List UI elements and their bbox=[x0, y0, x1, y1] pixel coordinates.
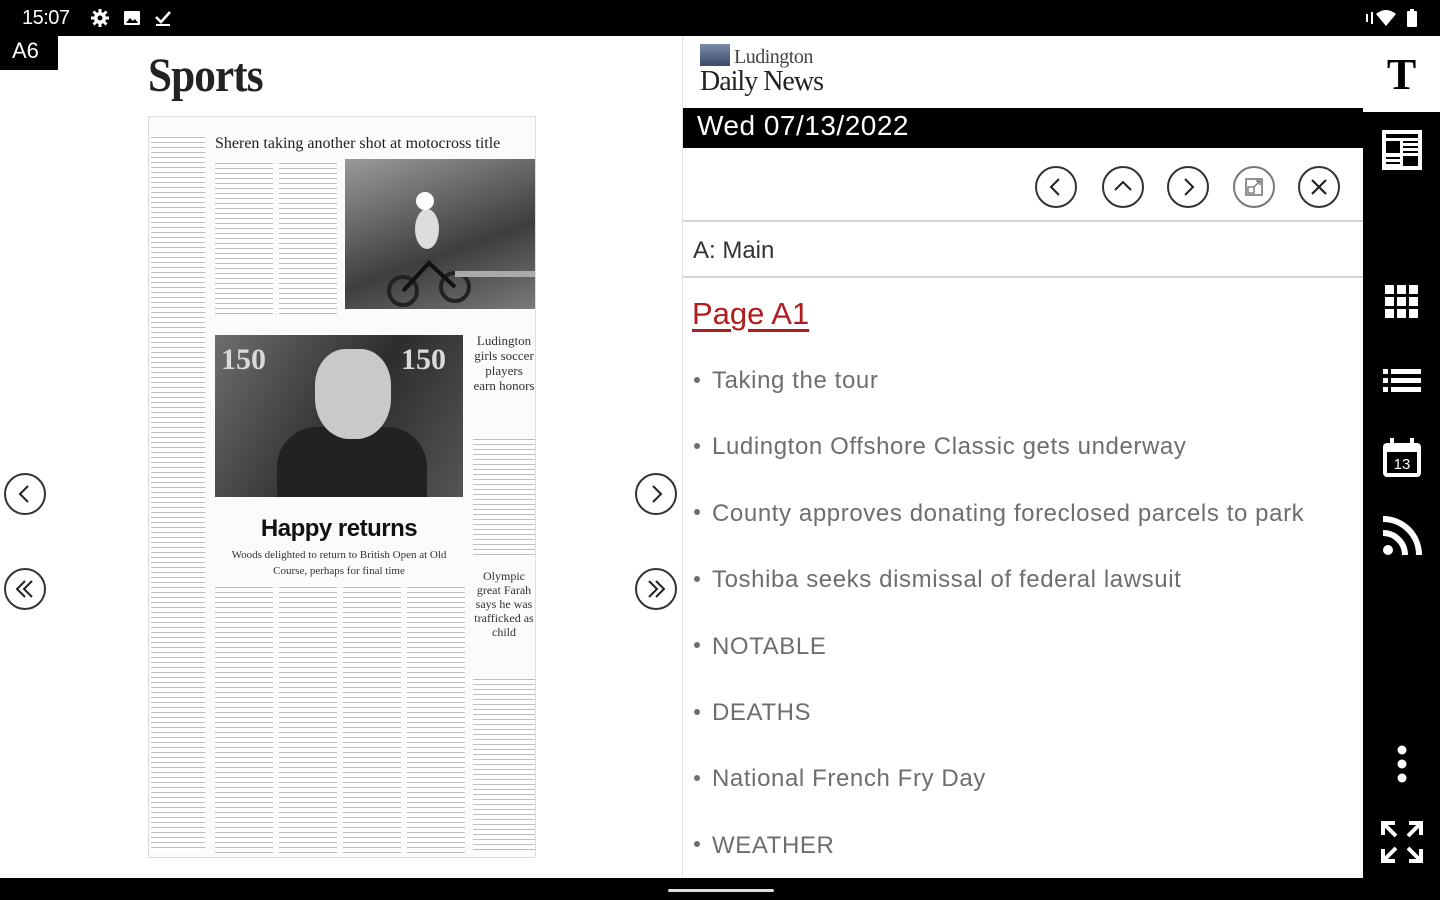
list-item[interactable] bbox=[692, 353, 1352, 419]
article-list-button[interactable] bbox=[1378, 356, 1426, 404]
resize-icon bbox=[1243, 176, 1265, 198]
double-chevron-right-icon bbox=[645, 578, 667, 600]
article-title[interactable]: County approves donating foreclosed parcels to park bbox=[712, 499, 1305, 527]
more-options-button[interactable] bbox=[1378, 740, 1426, 788]
list-item[interactable] bbox=[692, 486, 1352, 552]
side-headline-olympic[interactable]: Olympic great Farah says he was trafficked as child bbox=[474, 569, 534, 639]
ludington-daily-news-logo bbox=[700, 42, 860, 100]
photo-caption-text-left: 150 bbox=[221, 343, 266, 376]
top-headline[interactable]: Sheren taking another shot at motocross title bbox=[215, 135, 501, 152]
calendar-icon bbox=[1379, 435, 1425, 481]
rss-icon bbox=[1379, 513, 1425, 559]
logo-text-line2: Daily News bbox=[700, 66, 823, 97]
bullet-icon bbox=[694, 576, 700, 582]
motocross-photo[interactable] bbox=[345, 159, 535, 309]
list-item[interactable] bbox=[692, 751, 1352, 817]
section-title: Sports bbox=[148, 49, 263, 102]
next-article-button[interactable] bbox=[1167, 166, 1209, 208]
thumbnail-grid-button[interactable] bbox=[1378, 278, 1426, 326]
article-title[interactable]: Taking the tour bbox=[712, 367, 879, 394]
text-column bbox=[343, 585, 401, 853]
feature-subhead: Woods delighted to return to British Open at Old Course, perhaps for final time bbox=[231, 549, 447, 577]
list-item[interactable] bbox=[692, 552, 1352, 618]
chevron-left-icon bbox=[1045, 176, 1067, 198]
text-column bbox=[407, 585, 465, 853]
golfer-photo[interactable] bbox=[215, 335, 463, 497]
side-headline-soccer[interactable]: Ludington girls soccer players earn honors bbox=[473, 333, 535, 393]
previous-article-button[interactable] bbox=[1035, 166, 1077, 208]
article-title[interactable]: WEATHER bbox=[712, 831, 835, 859]
expand-panel-button[interactable] bbox=[1233, 166, 1275, 208]
article-title[interactable]: NOTABLE bbox=[712, 632, 827, 660]
status-time: 15:07 bbox=[22, 7, 70, 29]
fullscreen-button[interactable] bbox=[1378, 818, 1426, 866]
chevron-right-icon bbox=[645, 483, 667, 505]
issue-date: Wed 07/13/2022 bbox=[683, 108, 1363, 148]
photo-caption-text-right: 150 bbox=[401, 343, 446, 376]
newspaper-page-thumbnail[interactable] bbox=[148, 116, 536, 858]
bullet-icon bbox=[694, 642, 700, 648]
previous-page-button[interactable] bbox=[4, 473, 46, 515]
list-item[interactable] bbox=[692, 685, 1352, 751]
rss-feed-button[interactable] bbox=[1378, 512, 1426, 560]
close-panel-button[interactable] bbox=[1298, 166, 1340, 208]
list-item[interactable] bbox=[692, 419, 1352, 485]
more-vertical-icon bbox=[1379, 741, 1425, 787]
text-column bbox=[279, 585, 337, 853]
bullet-icon bbox=[694, 377, 700, 383]
text-column bbox=[473, 677, 535, 853]
page-a1-link[interactable]: Page A1 bbox=[692, 296, 810, 331]
bullet-icon bbox=[694, 775, 700, 781]
newspaper-icon bbox=[1379, 127, 1425, 173]
home-gesture-handle[interactable] bbox=[668, 889, 774, 892]
calendar-day: 13 bbox=[1393, 456, 1411, 473]
grid-icon bbox=[1379, 279, 1425, 325]
section-name[interactable]: A: Main bbox=[683, 224, 1363, 278]
list-item[interactable] bbox=[692, 619, 1352, 685]
feature-headline[interactable]: Happy returns bbox=[260, 515, 418, 542]
logo-emblem-icon bbox=[700, 44, 730, 66]
text-column bbox=[215, 161, 273, 317]
page-label-badge: A6 bbox=[0, 36, 58, 70]
bullet-icon bbox=[694, 443, 700, 449]
page-view-button[interactable] bbox=[1378, 126, 1426, 174]
article-title[interactable]: Toshiba seeks dismissal of federal lawsuit bbox=[712, 566, 1182, 594]
battery-icon bbox=[1402, 8, 1422, 28]
last-page-button[interactable] bbox=[635, 568, 677, 610]
photo-face bbox=[315, 349, 391, 439]
fullscreen-icon bbox=[1379, 819, 1425, 865]
list-icon bbox=[1379, 357, 1425, 403]
bullet-icon bbox=[694, 509, 700, 515]
list-item[interactable] bbox=[692, 818, 1352, 884]
first-page-button[interactable] bbox=[4, 568, 46, 610]
text-column bbox=[215, 585, 273, 853]
article-toolbar bbox=[683, 148, 1363, 222]
article-title[interactable]: National French Fry Day bbox=[712, 765, 986, 793]
settings-icon bbox=[90, 8, 110, 28]
text-view-tab[interactable]: T bbox=[1363, 36, 1440, 112]
article-list bbox=[692, 353, 1352, 884]
scroll-up-button[interactable] bbox=[1102, 166, 1144, 208]
bullet-icon bbox=[694, 841, 700, 847]
calendar-button[interactable] bbox=[1378, 434, 1426, 482]
text-column bbox=[151, 135, 205, 851]
image-icon bbox=[122, 8, 142, 28]
close-icon bbox=[1308, 176, 1330, 198]
chevron-up-icon bbox=[1112, 176, 1134, 198]
download-done-icon bbox=[153, 8, 173, 28]
text-column bbox=[279, 161, 337, 317]
bullet-icon bbox=[694, 709, 700, 715]
article-title[interactable]: Ludington Offshore Classic gets underway bbox=[712, 433, 1187, 461]
chevron-left-icon bbox=[14, 483, 36, 505]
wifi-icon bbox=[1376, 8, 1396, 28]
status-bar bbox=[0, 0, 1440, 36]
next-page-button[interactable] bbox=[635, 473, 677, 515]
text-column bbox=[473, 437, 535, 555]
double-chevron-left-icon bbox=[14, 578, 36, 600]
logo-text-line1: Ludington bbox=[734, 46, 813, 68]
chevron-right-icon bbox=[1177, 176, 1199, 198]
article-title[interactable]: DEATHS bbox=[712, 698, 812, 726]
